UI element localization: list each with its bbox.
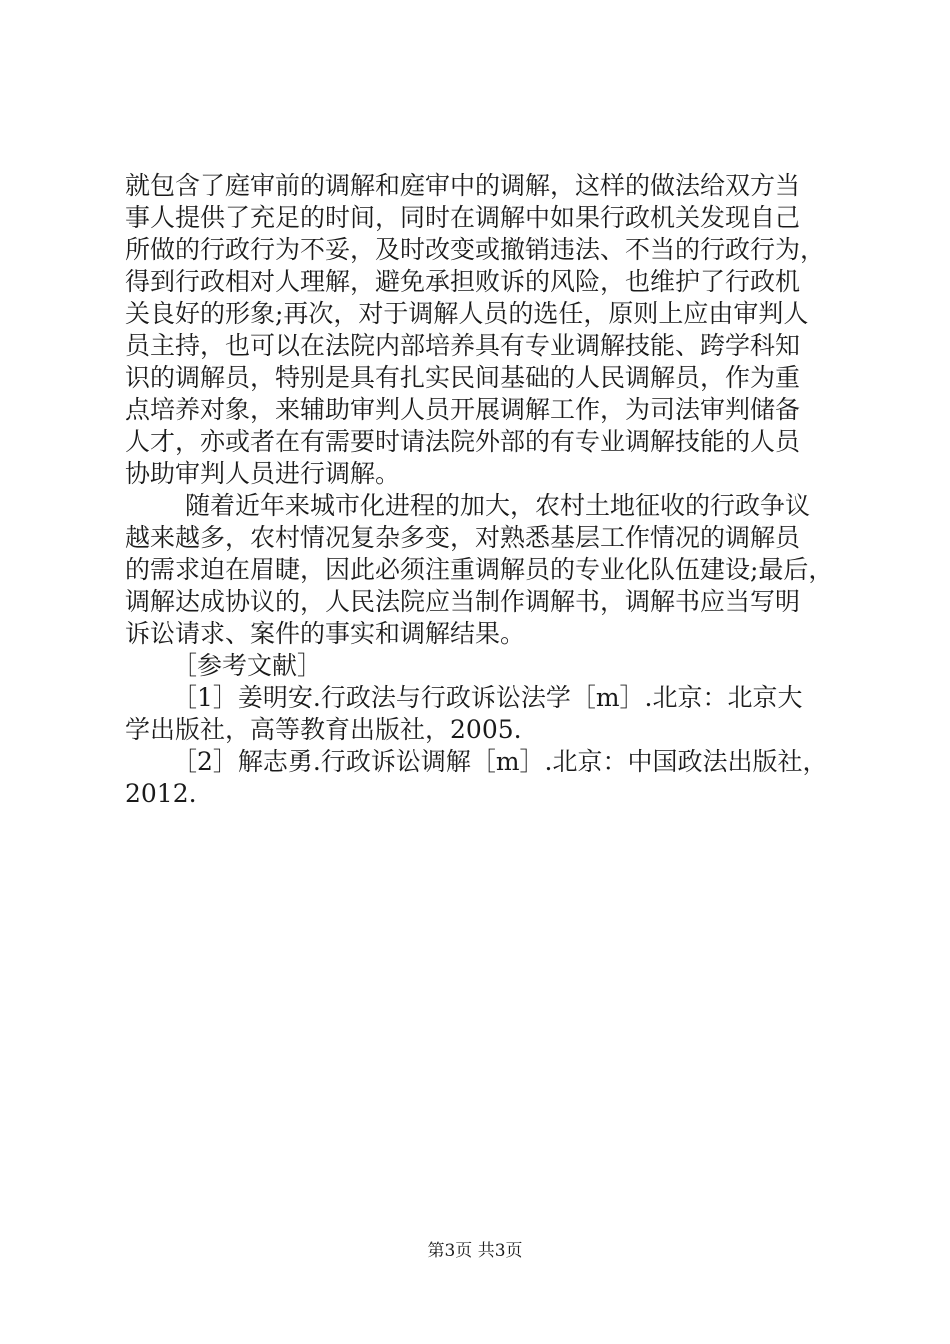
- text-line: 员主持，也可以在法院内部培养具有专业调解技能、跨学科知: [125, 331, 801, 360]
- reference-item: ［1］姜明安.行政法与行政诉讼法学［m］.北京：北京大: [172, 683, 803, 712]
- text-line: 越来越多，农村情况复杂多变，对熟悉基层工作情况的调解员: [125, 523, 801, 552]
- reference-item: ［2］解志勇.行政诉讼调解［m］.北京：中国政法出版社，: [172, 747, 828, 776]
- text-line: 得到行政相对人理解，避免承担败诉的风险，也维护了行政机: [125, 267, 801, 296]
- text-line: 的需求迫在眉睫，因此必须注重调解员的专业化队伍建设;最后，: [125, 555, 834, 584]
- references-heading: ［参考文献］: [172, 651, 323, 680]
- text-line: 所做的行政行为不妥，及时改变或撤销违法、不当的行政行为，: [125, 235, 826, 264]
- text-line: 就包含了庭审前的调解和庭审中的调解，这样的做法给双方当: [125, 171, 801, 200]
- reference-item-continuation: 2012.: [125, 779, 197, 808]
- text-line: 识的调解员，特别是具有扎实民间基础的人民调解员，作为重: [125, 363, 801, 392]
- text-line: 调解达成协议的，人民法院应当制作调解书，调解书应当写明: [125, 587, 801, 616]
- paragraph-first-line: 随着近年来城市化进程的加大，农村土地征收的行政争议: [185, 491, 811, 520]
- page-number-footer: 第3页 共3页: [427, 1241, 523, 1261]
- text-line: 事人提供了充足的时间，同时在调解中如果行政机关发现自己: [125, 203, 801, 232]
- reference-item-continuation: 学出版社，高等教育出版社，2005.: [125, 715, 522, 744]
- text-line: 点培养对象，来辅助审判人员开展调解工作，为司法审判储备: [125, 395, 801, 424]
- text-line: 协助审判人员进行调解。: [125, 459, 401, 488]
- text-line: 诉讼请求、案件的事实和调解结果。: [125, 619, 526, 648]
- text-line: 关良好的形象;再次，对于调解人员的选任，原则上应由审判人: [125, 299, 809, 328]
- text-line: 人才，亦或者在有需要时请法院外部的有专业调解技能的人员: [125, 427, 801, 456]
